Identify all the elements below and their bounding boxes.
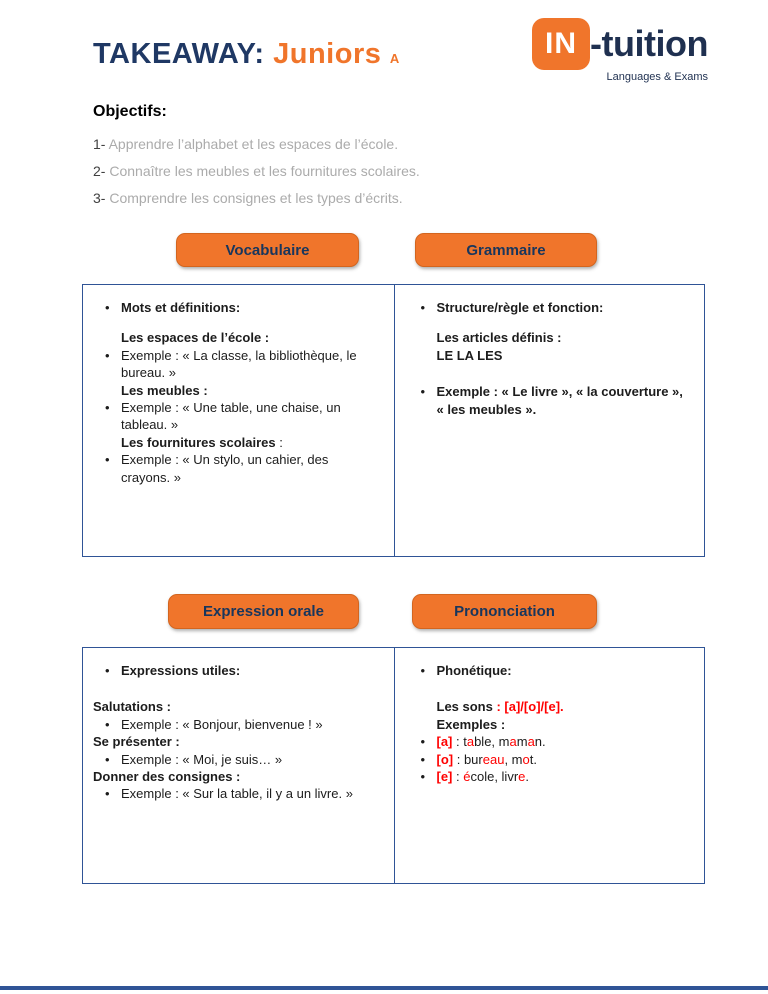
grammaire-button[interactable]: Grammaire <box>415 233 597 267</box>
example-line: • Exemple : « Le livre », « la couverture », « les meubles ». <box>437 383 689 418</box>
logo-badge-icon: IN <box>532 18 590 70</box>
grammaire-column <box>394 285 705 556</box>
grammar-structure-heading: • Structure/règle et fonction: <box>437 299 689 316</box>
vocab-definitions-heading: • Mots et définitions: <box>121 299 378 316</box>
subheading-line: Donner des consignes : <box>93 769 241 785</box>
subheading-line: Se présenter : <box>93 734 180 750</box>
sounds-line: Les sons : [a]/[o]/[e]. <box>436 699 564 715</box>
expressions-heading: • Expressions utiles: <box>121 662 378 679</box>
page-title <box>93 38 400 71</box>
example-line: • Exemple : « Moi, je suis… » <box>121 751 378 768</box>
subheading-line: Exemples : <box>436 716 506 732</box>
vocabulaire-grammaire-box <box>82 284 705 557</box>
articles-line: LE LA LES <box>436 347 503 363</box>
objective-number: 3- <box>93 190 106 206</box>
vocabulaire-column <box>83 285 394 556</box>
sound-o-line: • [o] : bureau, mot. <box>437 751 689 768</box>
example-line: • Exemple : « Une table, une chaise, un tableau. » <box>121 399 378 434</box>
objective-item <box>93 163 653 179</box>
objective-number: 2- <box>93 163 106 179</box>
expression-column <box>83 648 394 883</box>
objectives-section <box>93 103 653 217</box>
title-main: TAKEAWAY: <box>93 38 265 70</box>
example-line: • Exemple : « Sur la table, il y a un livre. » <box>121 785 378 802</box>
expression-orale-button[interactable]: Expression orale <box>168 594 359 629</box>
example-line: • Exemple : « Bonjour, bienvenue ! » <box>121 716 378 733</box>
prononciation-column <box>394 648 705 883</box>
objective-item <box>93 190 653 206</box>
title-accent: Juniors <box>273 38 382 70</box>
example-line: • Exemple : « Un stylo, un cahier, des crayons. » <box>121 451 378 486</box>
sound-e-line: • [e] : école, livre. <box>437 768 689 785</box>
expression-prononciation-box <box>82 647 705 884</box>
objective-text: Comprendre les consignes et les types d’écrits. <box>109 190 403 206</box>
logo-name: -tuition <box>590 23 708 64</box>
vocabulaire-button[interactable]: Vocabulaire <box>176 233 359 267</box>
subheading-line: Les articles définis : <box>436 330 562 346</box>
objective-text: Apprendre l’alphabet et les espaces de l’école. <box>108 136 399 152</box>
title-suffix: A <box>389 51 400 66</box>
objectives-heading: Objectifs: <box>93 103 167 120</box>
footer-divider <box>0 986 768 990</box>
objective-text: Connaître les meubles et les fournitures scolaires. <box>109 163 420 179</box>
subheading-line: Salutations : <box>93 699 172 715</box>
subheading-line: Les meubles : <box>121 382 208 398</box>
logo-tagline: Languages & Exams <box>606 71 708 83</box>
sound-a-line: • [a] : table, maman. <box>437 733 689 750</box>
subheading-line: Les espaces de l’école : <box>121 330 270 346</box>
example-line: • Exemple : « La classe, la bibliothèque, le bureau. » <box>121 347 378 382</box>
logo-row <box>532 18 708 70</box>
subheading-line: Les fournitures scolaires : <box>121 434 283 450</box>
intuition-logo <box>532 18 708 83</box>
objective-number: 1- <box>93 136 106 152</box>
phonetique-heading: • Phonétique: <box>437 662 689 679</box>
prononciation-button[interactable]: Prononciation <box>412 594 597 629</box>
objective-item <box>93 136 653 152</box>
